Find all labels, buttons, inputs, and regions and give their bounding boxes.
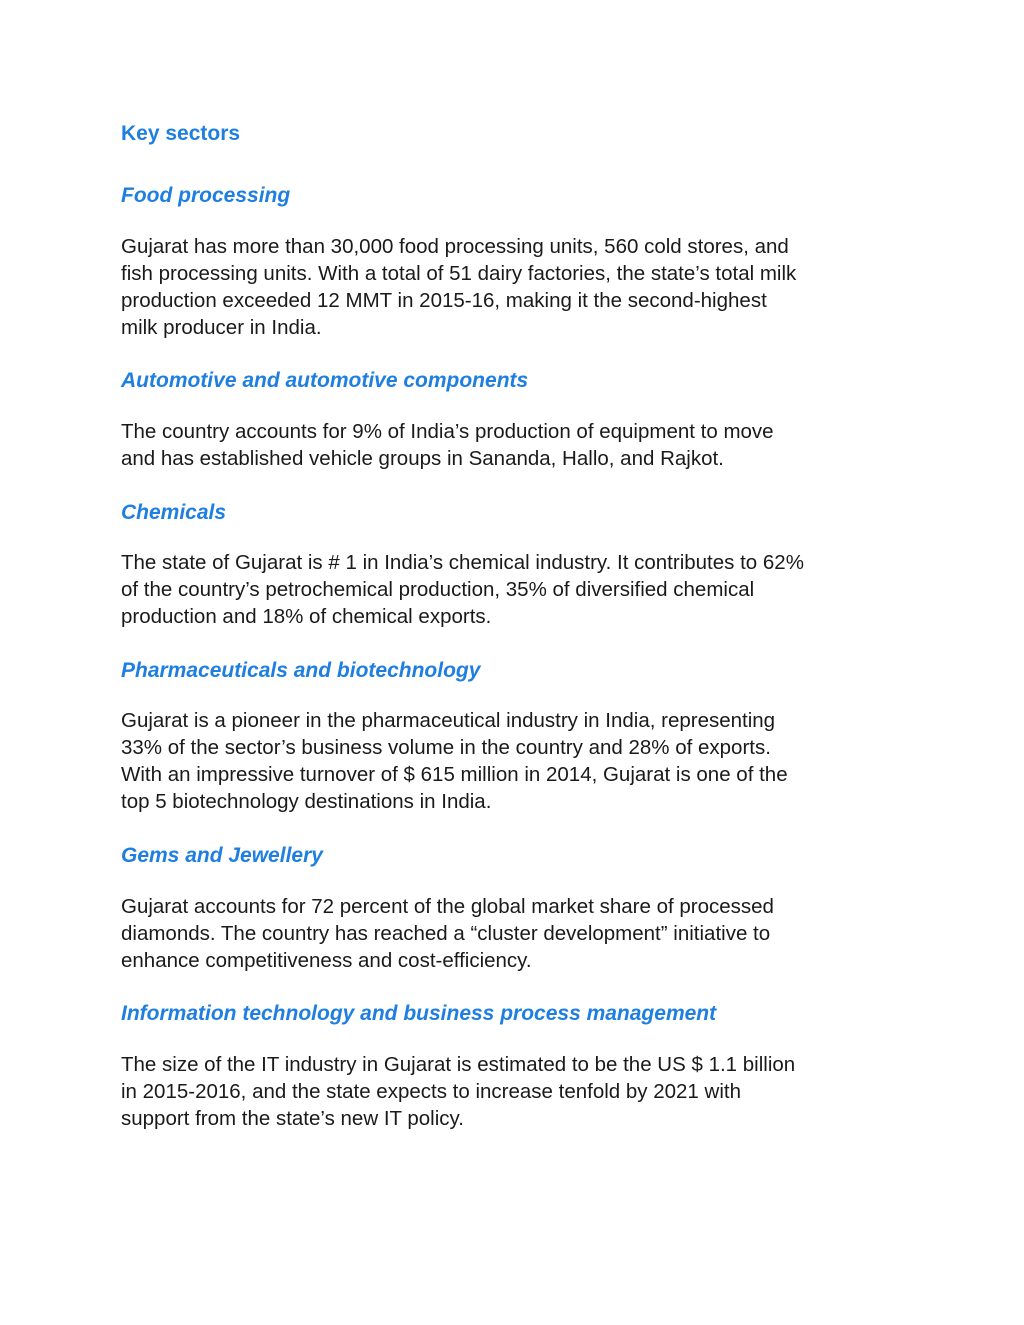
section-paragraph-food-processing <box>121 233 921 341</box>
section-paragraph-chemicals <box>121 549 921 630</box>
paragraph-line: and has established vehicle groups in Sananda, Hallo, and Rajkot. <box>121 447 724 470</box>
paragraph-line: top 5 biotechnology destinations in India. <box>121 790 492 813</box>
paragraph-line: production exceeded 12 MMT in 2015-16, making it the second-highest <box>121 289 767 312</box>
section-heading-gems-jewellery: Gems and Jewellery <box>121 844 323 867</box>
paragraph-line: The size of the IT industry in Gujarat is estimated to be the US $ 1.1 billion <box>121 1053 796 1076</box>
section-heading-pharmaceuticals: Pharmaceuticals and biotechnology <box>121 659 481 682</box>
page-title: Key sectors <box>121 122 241 145</box>
section-heading-it-bpm: Information technology and business process management <box>121 1002 717 1025</box>
paragraph-line: fish processing units. With a total of 51 dairy factories, the state’s total milk <box>121 262 797 285</box>
paragraph-line: Gujarat has more than 30,000 food processing units, 560 cold stores, and <box>121 235 789 258</box>
section-heading-automotive: Automotive and automotive components <box>121 369 529 392</box>
paragraph-line: Gujarat accounts for 72 percent of the global market share of processed <box>121 895 774 918</box>
paragraph-line: 33% of the sector’s business volume in the country and 28% of exports. <box>121 736 771 759</box>
paragraph-line: With an impressive turnover of $ 615 million in 2014, Gujarat is one of the <box>121 763 788 786</box>
paragraph-line: support from the state’s new IT policy. <box>121 1107 464 1130</box>
paragraph-line: in 2015-2016, and the state expects to increase tenfold by 2021 with <box>121 1080 741 1103</box>
paragraph-line: The state of Gujarat is # 1 in India’s chemical industry. It contributes to 62% <box>121 551 804 574</box>
section-paragraph-automotive <box>121 418 921 472</box>
section-paragraph-pharmaceuticals <box>121 707 921 815</box>
paragraph-line: Gujarat is a pioneer in the pharmaceutical industry in India, representing <box>121 709 776 732</box>
paragraph-line: production and 18% of chemical exports. <box>121 605 492 628</box>
paragraph-line: The country accounts for 9% of India’s production of equipment to move <box>121 420 774 443</box>
paragraph-line: diamonds. The country has reached a “cluster development” initiative to <box>121 922 771 945</box>
section-heading-chemicals: Chemicals <box>121 501 227 524</box>
section-paragraph-it-bpm <box>121 1051 921 1132</box>
paragraph-line: enhance competitiveness and cost-efficiency. <box>121 949 532 972</box>
paragraph-line: of the country’s petrochemical production, 35% of diversified chemical <box>121 578 755 601</box>
section-paragraph-gems-jewellery <box>121 893 921 974</box>
paragraph-line: milk producer in India. <box>121 316 322 339</box>
section-heading-food-processing: Food processing <box>121 184 291 207</box>
